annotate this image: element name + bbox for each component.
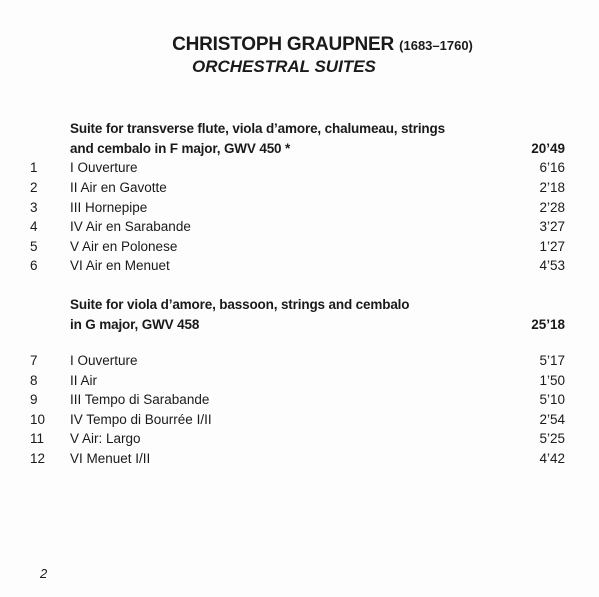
track-row — [0, 371, 599, 391]
suite-2-title-line-2: in G major, GWV 458 — [70, 317, 200, 332]
track-name: II Air en Gavotte — [70, 180, 167, 195]
track-name: V Air en Polonese — [70, 239, 178, 254]
track-row — [0, 256, 599, 276]
track-row — [0, 178, 599, 198]
track-number: 1 — [30, 160, 38, 175]
suite-1-total-duration: 20’49 — [531, 141, 565, 156]
track-name: I Ouverture — [70, 353, 138, 368]
track-name: IV Air en Sarabande — [70, 219, 191, 234]
track-duration: 4’53 — [539, 258, 565, 273]
track-number: 5 — [30, 239, 38, 254]
track-row — [0, 217, 599, 237]
track-number: 8 — [30, 373, 38, 388]
track-row — [0, 390, 599, 410]
page-number: 2 — [40, 566, 48, 581]
track-row — [0, 449, 599, 469]
track-duration: 1’50 — [539, 373, 565, 388]
header — [0, 34, 599, 57]
track-name: III Tempo di Sarabande — [70, 392, 210, 407]
track-duration: 2’18 — [539, 180, 565, 195]
track-row — [0, 158, 599, 178]
track-number: 4 — [30, 219, 38, 234]
track-number: 11 — [30, 431, 45, 446]
track-duration: 6’16 — [539, 160, 565, 175]
track-duration: 5’25 — [539, 431, 565, 446]
track-number: 7 — [30, 353, 38, 368]
track-row — [0, 410, 599, 430]
suite-2-total-duration: 25’18 — [531, 317, 565, 332]
track-row — [0, 198, 599, 218]
composer-name: CHRISTOPH GRAUPNER — [172, 34, 395, 55]
track-name: VI Menuet I/II — [70, 451, 151, 466]
track-duration: 2’28 — [539, 200, 565, 215]
track-duration: 5’17 — [539, 353, 565, 368]
track-row — [0, 351, 599, 371]
track-duration: 3’27 — [539, 219, 565, 234]
track-name: V Air: Largo — [70, 431, 141, 446]
suite-1-title-line-2: and cembalo in F major, GWV 450 * — [70, 141, 291, 156]
track-duration: 1’27 — [539, 239, 565, 254]
suite-2-title-line-1: Suite for viola d’amore, bassoon, strings and cembalo — [70, 297, 410, 312]
track-row — [0, 237, 599, 257]
track-number: 3 — [30, 200, 38, 215]
composer-line — [46, 34, 599, 57]
track-name: VI Air en Menuet — [70, 258, 170, 273]
track-duration: 2’54 — [539, 412, 565, 427]
track-name: II Air — [70, 373, 98, 388]
track-number: 10 — [30, 412, 46, 427]
suite-1-title-line-1: Suite for transverse flute, viola d’amore, chalumeau, strings — [70, 121, 445, 136]
track-name: IV Tempo di Bourrée I/II — [70, 412, 212, 427]
track-duration: 5’10 — [539, 392, 565, 407]
composer-dates: (1683–1760) — [399, 38, 473, 53]
track-number: 2 — [30, 180, 38, 195]
track-name: III Hornepipe — [70, 200, 148, 215]
track-number: 9 — [30, 392, 38, 407]
track-number: 6 — [30, 258, 38, 273]
subtitle: ORCHESTRAL SUITES — [192, 57, 376, 76]
track-name: I Ouverture — [70, 160, 138, 175]
track-row — [0, 429, 599, 449]
track-number: 12 — [30, 451, 46, 466]
track-duration: 4’42 — [539, 451, 565, 466]
